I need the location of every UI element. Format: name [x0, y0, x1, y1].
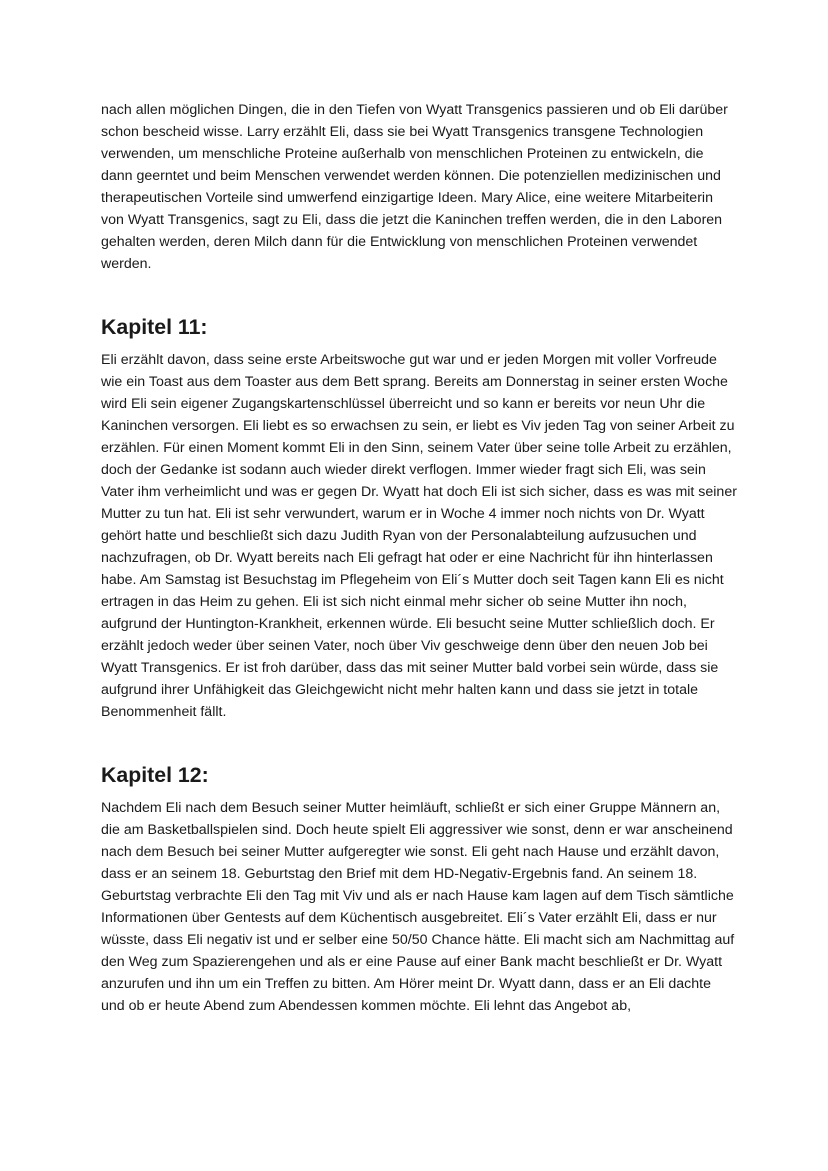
intro-paragraph: nach allen möglichen Dingen, die in den Tiefen von Wyatt Transgenics passieren und ob Eli darüber schon bescheid wisse. Larry erzählt Eli, dass sie bei Wyatt Transgenics transgene Technologien verwenden, um menschliche Proteine außerhalb von menschlichen Proteinen zu entwickeln, die dann geerntet und beim Menschen verwendet werden können. Die potenziellen medizinischen und therapeutischen Vorteile sind umwerfend einzigartige Ideen. Mary Alice, eine weitere Mitarbeiterin von Wyatt Transgenics, sagt zu Eli, dass die jetzt die Kaninchen treffen werden, die in den Laboren gehalten werden, deren Milch dann für die Entwicklung von menschlichen Proteinen verwendet werden. [101, 102, 728, 272]
chapter-11 [101, 316, 737, 723]
chapter-11-text: Eli erzählt davon, dass seine erste Arbeitswoche gut war und er jeden Morgen mit voller Vorfreude wie ein Toast aus dem Toaster aus dem Bett sprang. Bereits am Donnerstag in seiner ersten Woche wird Eli sein eigener Zugangskartenschlüssel überreicht und so kann er bereits vor neun Uhr die Kaninchen versorgen. Eli liebt es so erwachsen zu sein, er liebt es Viv jeden Tag von seiner Arbeit zu erzählen. Für einen Moment kommt Eli in den Sinn, seinem Vater über seine tolle Arbeit zu erzählen, doch der Gedanke ist sodann auch wieder direkt verflogen. Immer wieder fragt sich Eli, was sein Vater ihm verheimlicht und was er gegen Dr. Wyatt hat doch Eli ist sich sicher, dass es was mit seiner Mutter zu tun hat. Eli ist sehr verwundert, warum er in Woche 4 immer noch nichts von Dr. Wyatt gehört hatte und beschließt sich dazu Judith Ryan von der Personalabteilung aufzusuchen und nachzufragen, ob Dr. Wyatt bereits nach Eli gefragt hat oder er eine Nachricht für ihn hinterlassen habe. Am Samstag ist Besuchstag im Pflegeheim von Eli´s Mutter doch seit Tagen kann Eli es nicht ertragen in das Heim zu gehen. Eli ist sich nicht einmal mehr sicher ob seine Mutter ihn noch, aufgrund der Huntington-Krankheit, erkennen würde. Eli besucht seine Mutter schließlich doch. Er erzählt jedoch weder über seinen Vater, noch über Viv geschweige denn über den neuen Job bei Wyatt Transgenics. Er ist froh darüber, dass das mit seiner Mutter bald vorbei sein würde, dass sie aufgrund ihrer Unfähigkeit das Gleichgewicht nicht mehr halten kann und dass sie jetzt in totale Benommenheit fällt. [101, 352, 737, 720]
chapter-12 [101, 764, 737, 1017]
document-page [101, 99, 737, 1017]
chapter-11-heading: Kapitel 11: [101, 315, 208, 339]
chapter-12-text: Nachdem Eli nach dem Besuch seiner Mutter heimläuft, schließt er sich einer Gruppe Männern an, die am Basketballspielen sind. Doch heute spielt Eli aggressiver wie sonst, denn er war anscheinend nach dem Besuch bei seiner Mutter aufgeregter wie sonst. Eli geht nach Hause und erzählt davon, dass er an seinem 18. Geburtstag den Brief mit dem HD-Negativ-Ergebnis fand. An seinem 18. Geburtstag verbrachte Eli den Tag mit Viv und als er nach Hause kam lagen auf dem Tisch sämtliche Informationen über Gentests auf dem Küchentisch ausgebreitet. Eli´s Vater erzählt Eli, dass er nur wüsste, dass Eli negativ ist und er selber eine 50/50 Chance hätte. Eli macht sich am Nachmittag auf den Weg zum Spazierengehen und als er eine Pause auf einer Bank macht beschließt er Dr. Wyatt anzurufen und ihn um ein Treffen zu bitten. Am Hörer meint Dr. Wyatt dann, dass er an Eli dachte und ob er heute Abend zum Abendessen kommen möchte. Eli lehnt das Angebot ab, [101, 800, 735, 1014]
chapter-12-heading: Kapitel 12: [101, 763, 209, 787]
